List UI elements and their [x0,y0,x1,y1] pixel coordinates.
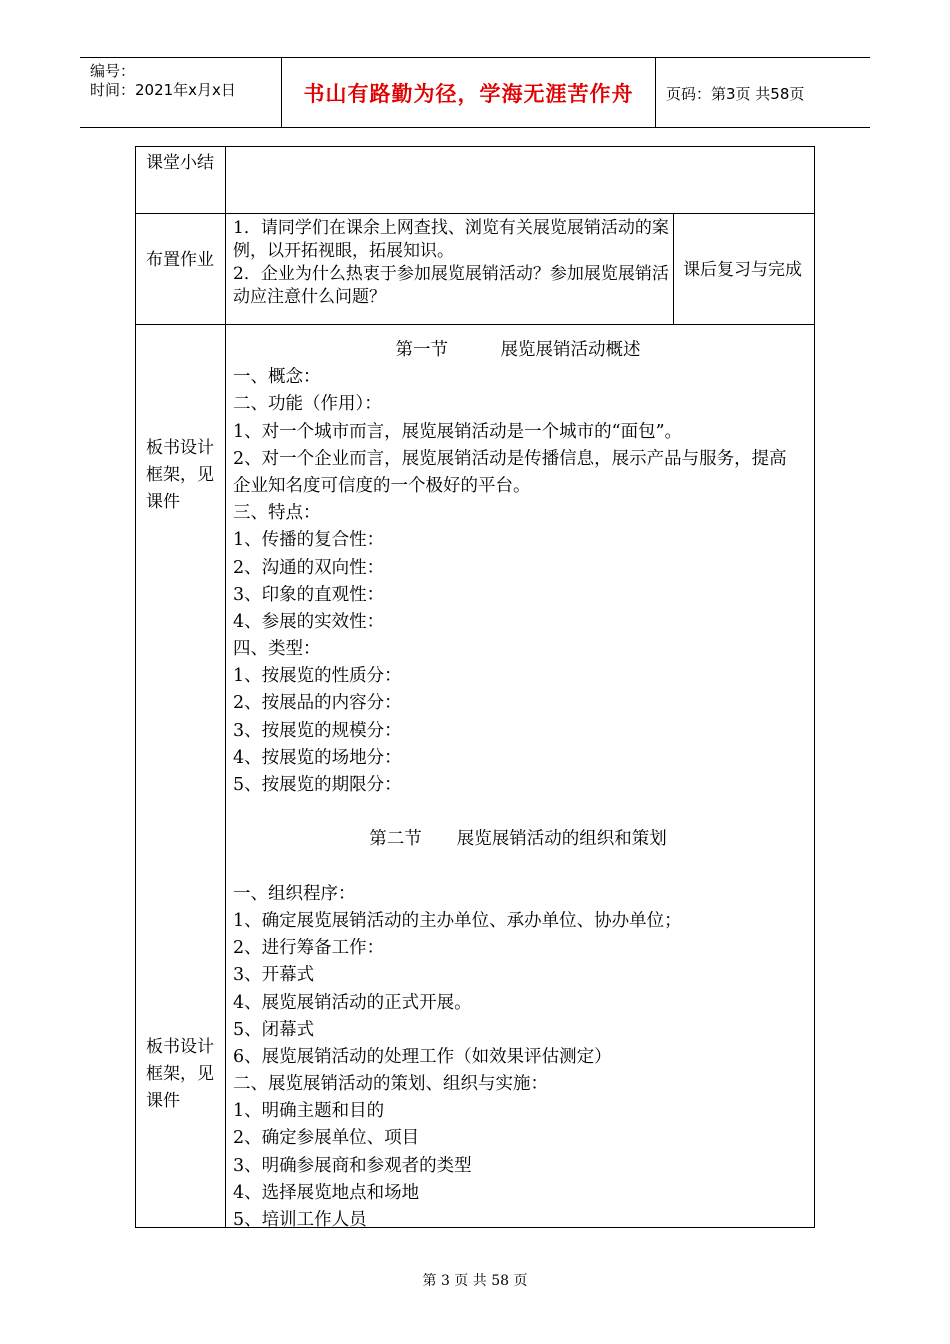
board-line: 二、功能（作用）： [233,394,382,415]
header-motto-box [281,58,656,127]
board-line: 5、按展览的期限分： [233,775,402,796]
header-page-info: 页码：第3页 共58页 [666,85,805,103]
board-line: 1、明确主题和目的 [233,1101,385,1122]
board-line: 4、展览展销活动的正式开展。 [233,992,472,1013]
board-line: 3、明确参展商和参观者的类型 [233,1155,472,1176]
board-line: 1、按展览的性质分： [233,666,402,687]
section-title: 第一节 展览展销活动概述 [395,340,641,360]
blank-line [233,799,803,826]
lesson-plan-table [135,146,815,1231]
board-design-content [233,337,803,1234]
column-divider [225,147,226,1227]
header-motto: 书山有路勤为径，学海无涯苦作舟 [303,81,634,106]
board-line: 2、沟通的双向性： [233,557,385,578]
board-design-label: 板书设计框架，见课件 [146,438,214,512]
board-line: 2、进行筹备工作： [233,938,385,959]
board-line: 2、确定参展单位、项目 [233,1128,420,1149]
board-line: 3、印象的直观性： [233,584,385,605]
page-footer: 第 3 页 共 58 页 [422,1273,528,1289]
homework-label: 布置作业 [146,250,214,270]
homework-content [233,217,669,309]
board-line: 2、按展品的内容分： [233,693,402,714]
board-line: 1、传播的复合性： [233,530,385,551]
page-header [80,57,870,128]
board-line: 1、确定展览展销活动的主办单位、承办单位、协办单位； [233,910,682,931]
blank-line [233,854,803,881]
homework-note: 课后复习与完成 [683,260,802,280]
board-line: 2、对一个企业而言，展览展销活动是传播信息，展示产品与服务，提高企业知名度可信度的一个极好的平台。 [233,448,787,496]
board-line: 4、按展览的场地分： [233,747,402,768]
board-line: 二、展览展销活动的策划、组织与实施： [233,1074,548,1095]
summary-label: 课堂小结 [146,153,214,173]
board-line: 6、展览展销活动的处理工作（如效果评估测定） [233,1046,612,1067]
board-line: 1、对一个城市而言，展览展销活动是一个城市的“面包”。 [233,421,683,442]
document-time-label: 时间：2021年x月x日 [90,81,236,99]
homework-item: 1．请同学们在课余上网查找、浏览有关展览展销活动的案例，以开拓视眼，拓展知识。 [233,218,669,261]
board-line: 三、特点： [233,503,321,524]
board-line: 一、组织程序： [233,883,356,904]
board-line: 3、开幕式 [233,965,315,986]
board-line: 4、参展的实效性： [233,611,385,632]
board-line: 5、闭幕式 [233,1019,315,1040]
header-meta [80,58,281,127]
homework-item: 2．企业为什么热衷于参加展览展销活动？参加展览展销活动应注意什么问题？ [233,264,669,307]
board-design-label: 板书设计框架，见课件 [146,1037,214,1111]
section-title: 第二节 展览展销活动的组织和策划 [369,829,667,850]
document-code-label: 编号： [90,62,136,80]
board-line: 一、概念： [233,367,321,388]
column-divider [673,213,674,324]
row-divider [136,213,814,214]
board-line: 4、选择展览地点和场地 [233,1182,420,1203]
board-line: 四、类型： [233,639,321,660]
row-divider [136,324,814,325]
board-line: 3、按展览的规模分： [233,720,402,741]
board-line: 5、培训工作人员 [233,1210,367,1231]
